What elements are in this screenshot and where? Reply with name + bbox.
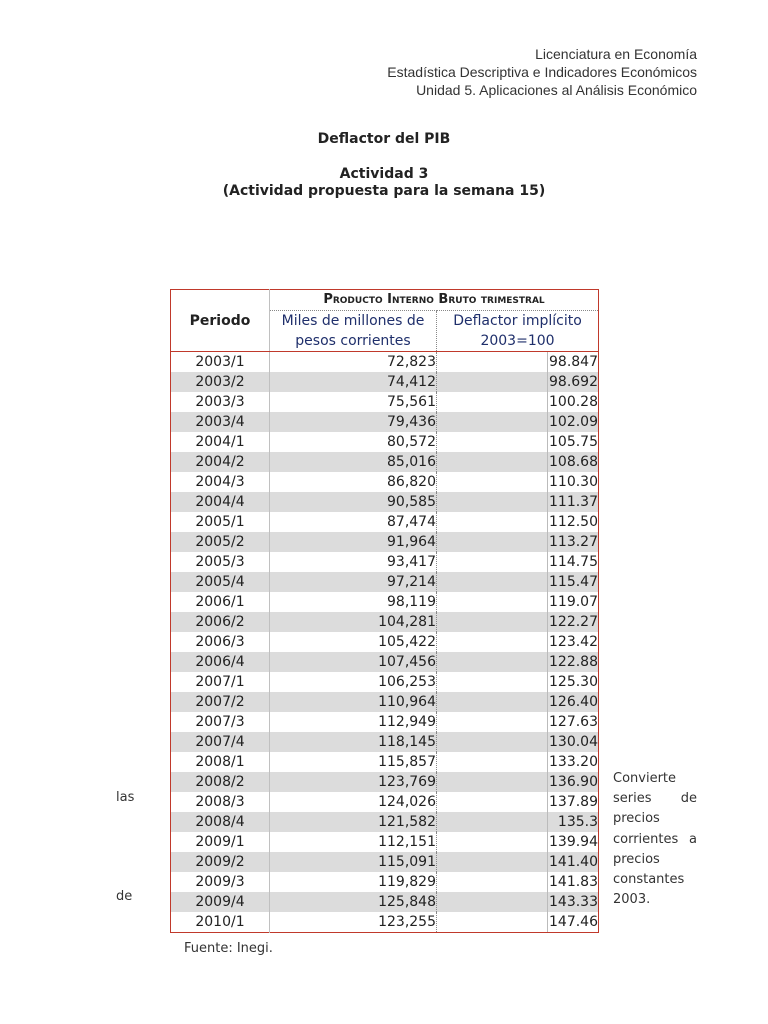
table-row — [171, 792, 599, 812]
deflator-cell: 100.28 — [437, 392, 599, 412]
periodo-cell: 2008/4 — [171, 812, 270, 832]
deflator-cell: 122.27 — [437, 612, 599, 632]
periodo-cell: 2006/1 — [171, 592, 270, 612]
value-cell: 123,255 — [270, 912, 437, 933]
periodo-cell: 2009/3 — [171, 872, 270, 892]
deflator-cell: 143.33 — [437, 892, 599, 912]
source-note: Fuente: Inegi. — [184, 941, 273, 956]
deflator-cell: 135.3 — [437, 812, 599, 832]
value-cell: 90,585 — [270, 492, 437, 512]
deflator-cell: 114.75 — [437, 552, 599, 572]
table-row — [171, 532, 599, 552]
periodo-cell: 2005/4 — [171, 572, 270, 592]
value-cell: 80,572 — [270, 432, 437, 452]
table-row — [171, 832, 599, 852]
periodo-cell: 2004/4 — [171, 492, 270, 512]
deflator-cell: 127.63 — [437, 712, 599, 732]
header-program: Licenciatura en Economía — [535, 46, 697, 62]
table-row — [171, 632, 599, 652]
periodo-cell: 2010/1 — [171, 912, 270, 933]
side-note: Convierte series de precios corrientes a precios constantes 2003. — [613, 771, 697, 908]
table-row — [171, 872, 599, 892]
document-header — [387, 45, 697, 99]
periodo-cell: 2005/3 — [171, 552, 270, 572]
deflator-cell: 136.90 — [437, 772, 599, 792]
deflator-cell: 98.847 — [437, 352, 599, 373]
header-course: Estadística Descriptiva e Indicadores Económicos — [387, 64, 697, 80]
periodo-cell: 2004/2 — [171, 452, 270, 472]
deflator-cell: 122.88 — [437, 652, 599, 672]
value-cell: 79,436 — [270, 412, 437, 432]
table-row — [171, 692, 599, 712]
periodo-cell: 2005/1 — [171, 512, 270, 532]
pib-group-header: Producto Interno Bruto trimestral — [270, 290, 599, 311]
value-cell: 110,964 — [270, 692, 437, 712]
deflator-cell: 108.68 — [437, 452, 599, 472]
value-cell: 105,422 — [270, 632, 437, 652]
periodo-cell: 2005/2 — [171, 532, 270, 552]
table-row — [171, 572, 599, 592]
deflator-cell: 139.94 — [437, 832, 599, 852]
page-title: Deflactor del PIB — [317, 131, 451, 147]
periodo-cell: 2003/1 — [171, 352, 270, 373]
deflator-cell: 147.46 — [437, 912, 599, 933]
table-row — [171, 372, 599, 392]
deflator-cell: 123.42 — [437, 632, 599, 652]
value-cell: 123,769 — [270, 772, 437, 792]
table-row — [171, 432, 599, 452]
current-prices-header: Miles de millones de pesos corrientes — [270, 311, 437, 352]
value-cell: 104,281 — [270, 612, 437, 632]
deflator-cell: 133.20 — [437, 752, 599, 772]
value-cell: 119,829 — [270, 872, 437, 892]
deflator-cell: 98.692 — [437, 372, 599, 392]
value-cell: 97,214 — [270, 572, 437, 592]
activity-note: (Actividad propuesta para la semana 15) — [222, 183, 546, 199]
value-cell: 112,949 — [270, 712, 437, 732]
deflator-cell: 137.89 — [437, 792, 599, 812]
fragment-las: las — [116, 790, 135, 805]
header-unit: Unidad 5. Aplicaciones al Análisis Económico — [416, 82, 697, 98]
value-cell: 115,091 — [270, 852, 437, 872]
periodo-cell: 2006/2 — [171, 612, 270, 632]
table-row — [171, 392, 599, 412]
table-row — [171, 472, 599, 492]
deflator-header: Deflactor implícito 2003=100 — [437, 311, 599, 352]
value-cell: 85,016 — [270, 452, 437, 472]
activity-title: Actividad 3 — [339, 166, 429, 182]
table-row — [171, 912, 599, 933]
value-cell: 115,857 — [270, 752, 437, 772]
table-row — [171, 512, 599, 532]
value-cell: 124,026 — [270, 792, 437, 812]
table-row — [171, 552, 599, 572]
periodo-cell: 2003/2 — [171, 372, 270, 392]
value-cell: 93,417 — [270, 552, 437, 572]
periodo-cell: 2009/4 — [171, 892, 270, 912]
value-cell: 91,964 — [270, 532, 437, 552]
deflator-cell: 141.83 — [437, 872, 599, 892]
periodo-cell: 2004/1 — [171, 432, 270, 452]
periodo-cell: 2006/3 — [171, 632, 270, 652]
value-cell: 121,582 — [270, 812, 437, 832]
value-cell: 106,253 — [270, 672, 437, 692]
periodo-header: Periodo — [171, 290, 270, 352]
value-cell: 74,412 — [270, 372, 437, 392]
deflator-cell: 110.30 — [437, 472, 599, 492]
value-cell: 87,474 — [270, 512, 437, 532]
periodo-cell: 2007/4 — [171, 732, 270, 752]
table-row — [171, 672, 599, 692]
value-cell: 107,456 — [270, 652, 437, 672]
periodo-cell: 2003/3 — [171, 392, 270, 412]
deflator-cell: 119.07 — [437, 592, 599, 612]
table-row — [171, 652, 599, 672]
fragment-de: de — [116, 889, 133, 904]
table-row — [171, 492, 599, 512]
deflator-cell: 102.09 — [437, 412, 599, 432]
table-row — [171, 752, 599, 772]
value-cell: 112,151 — [270, 832, 437, 852]
deflator-cell: 130.04 — [437, 732, 599, 752]
value-cell: 125,848 — [270, 892, 437, 912]
deflator-cell: 105.75 — [437, 432, 599, 452]
table-row — [171, 772, 599, 792]
periodo-cell: 2003/4 — [171, 412, 270, 432]
table-row — [171, 352, 599, 373]
periodo-cell: 2008/3 — [171, 792, 270, 812]
deflator-cell: 115.47 — [437, 572, 599, 592]
table-row — [171, 612, 599, 632]
deflator-cell: 111.37 — [437, 492, 599, 512]
periodo-cell: 2006/4 — [171, 652, 270, 672]
table-row — [171, 892, 599, 912]
value-cell: 118,145 — [270, 732, 437, 752]
value-cell: 98,119 — [270, 592, 437, 612]
periodo-cell: 2009/2 — [171, 852, 270, 872]
table-body — [171, 352, 599, 933]
table-row — [171, 592, 599, 612]
periodo-cell: 2004/3 — [171, 472, 270, 492]
value-cell: 75,561 — [270, 392, 437, 412]
table-row — [171, 812, 599, 832]
table-row — [171, 452, 599, 472]
table-row — [171, 732, 599, 752]
periodo-cell: 2009/1 — [171, 832, 270, 852]
deflator-cell: 126.40 — [437, 692, 599, 712]
table-row — [171, 712, 599, 732]
gdp-table — [170, 289, 599, 933]
periodo-cell: 2007/1 — [171, 672, 270, 692]
value-cell: 86,820 — [270, 472, 437, 492]
deflator-cell: 141.40 — [437, 852, 599, 872]
table-row — [171, 412, 599, 432]
periodo-cell: 2007/2 — [171, 692, 270, 712]
deflator-cell: 112.50 — [437, 512, 599, 532]
value-cell: 72,823 — [270, 352, 437, 373]
table-row — [171, 852, 599, 872]
deflator-cell: 125.30 — [437, 672, 599, 692]
periodo-cell: 2008/1 — [171, 752, 270, 772]
periodo-cell: 2007/3 — [171, 712, 270, 732]
deflator-cell: 113.27 — [437, 532, 599, 552]
periodo-cell: 2008/2 — [171, 772, 270, 792]
